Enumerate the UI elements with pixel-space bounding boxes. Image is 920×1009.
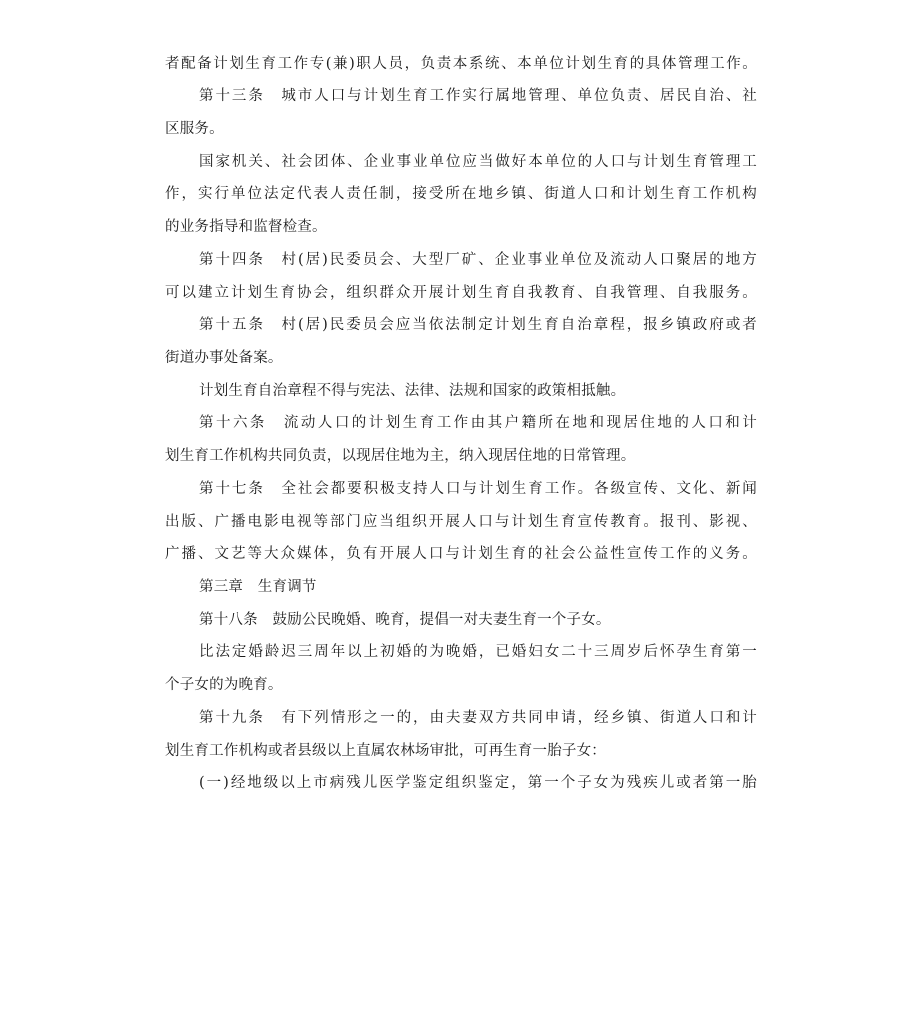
article-13-heading-line: 第十三条 城市人口与计划生育工作实行属地管理、单位负责、居民自治、社	[199, 88, 757, 104]
article-17-heading-line: 第十七条 全社会都要积极支持人口与计划生育工作。各级宣传、文化、新闻	[199, 481, 757, 497]
article-16-heading-line: 第十六条 流动人口的计划生育工作由其户籍所在地和现居住地的人口和计	[199, 415, 757, 431]
text-line: 出版、广播电影电视等部门应当组织开展人口与计划生育宣传教育。报刊、影视、	[165, 514, 757, 530]
text-line: 的业务指导和监督检查。	[165, 219, 327, 235]
text-line: 比法定婚龄迟三周年以上初婚的为晚婚，已婚妇女二十三周岁后怀孕生育第一	[199, 644, 757, 660]
text-line: 作，实行单位法定代表人责任制，接受所在地乡镇、街道人口和计划生育工作机构	[165, 186, 757, 202]
list-item-line: (一)经地级以上市病残儿医学鉴定组织鉴定，第一个子女为残疾儿或者第一胎	[199, 775, 757, 791]
text-line: 广播、文艺等大众媒体，负有开展人口与计划生育的社会公益性宣传工作的义务。	[165, 546, 757, 562]
text-line: 划生育工作机构或者县级以上直属农林场审批，可再生育一胎子女：	[165, 743, 606, 759]
text-line: 街道办事处备案。	[165, 350, 283, 366]
article-15-heading-line: 第十五条 村(居)民委员会应当依法制定计划生育自治章程，报乡镇政府或者	[199, 317, 757, 333]
text-line: 划生育工作机构共同负责，以现居住地为主，纳入现居住地的日常管理。	[165, 448, 636, 464]
article-19-heading-line: 第十九条 有下列情形之一的，由夫妻双方共同申请，经乡镇、街道人口和计	[199, 710, 757, 726]
article-18-heading-line: 第十八条 鼓励公民晚婚、晚育，提倡一对夫妻生育一个子女。	[199, 612, 611, 628]
article-14-heading-line: 第十四条 村(居)民委员会、大型厂矿、企业事业单位及流动人口聚居的地方	[199, 252, 757, 268]
text-line: 者配备计划生育工作专(兼)职人员，负责本系统、本单位计划生育的具体管理工作。	[165, 56, 757, 72]
text-line: 国家机关、社会团体、企业事业单位应当做好本单位的人口与计划生育管理工	[199, 154, 757, 170]
text-line: 可以建立计划生育协会，组织群众开展计划生育自我教育、自我管理、自我服务。	[165, 285, 757, 301]
text-line: 个子女的为晚育。	[165, 677, 283, 693]
text-line: 计划生育自治章程不得与宪法、法律、法规和国家的政策相抵触。	[199, 383, 626, 399]
text-line: 区服务。	[165, 121, 224, 137]
chapter-3-heading: 第三章 生育调节	[199, 579, 317, 595]
